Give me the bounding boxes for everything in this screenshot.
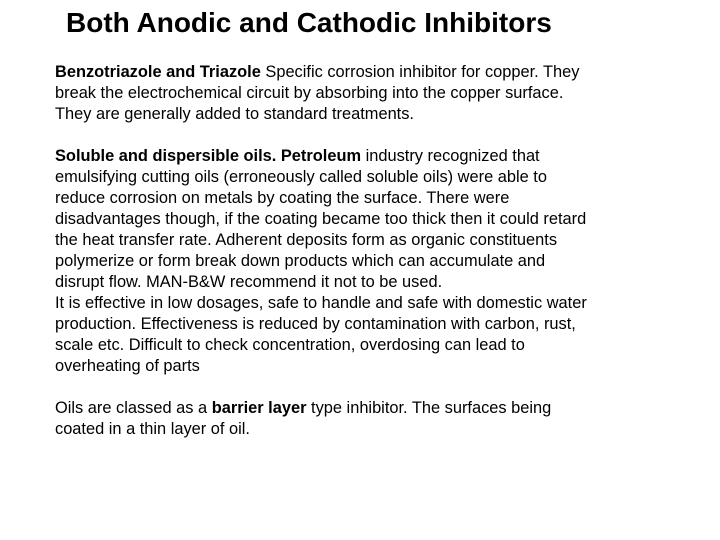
slide-body — [55, 62, 695, 440]
text-line: coated in a thin layer of oil. — [55, 420, 250, 438]
paragraph-barrier-layer — [55, 398, 695, 440]
text-line: disrupt flow. MAN-B&W recommend it not to be used. — [55, 273, 443, 291]
line-text: Specific corrosion inhibitor for copper. They — [260, 63, 580, 81]
text-line: polymerize or form break down products which can accumulate and — [55, 252, 546, 270]
text-line: production. Effectiveness is reduced by contamination with carbon, rust, — [55, 315, 576, 333]
paragraph-spacer — [55, 125, 695, 146]
text-line — [55, 398, 695, 419]
bold-term: barrier layer — [211, 399, 307, 417]
text-line: overheating of parts — [55, 357, 200, 375]
text-line: disadvantages though, if the coating became too thick then it could retard — [55, 210, 587, 228]
text-line: reduce corrosion on metals by coating the surface. There were — [55, 189, 510, 207]
text-line: scale etc. Difficult to check concentration, overdosing can lead to — [55, 336, 525, 354]
line-text: industry recognized that — [361, 147, 540, 165]
text-line — [55, 62, 695, 83]
text-line: It is effective in low dosages, safe to handle and safe with domestic water — [55, 294, 587, 312]
line-text: Oils are classed as a — [55, 399, 212, 417]
text-line: emulsifying cutting oils (erroneously called soluble oils) were able to — [55, 168, 547, 186]
bold-term: Soluble and dispersible oils. Petroleum — [55, 147, 362, 165]
paragraph-soluble-oils — [55, 146, 695, 377]
line-text: type inhibitor. The surfaces being — [306, 399, 552, 417]
bold-term: Benzotriazole and Triazole — [55, 63, 261, 81]
slide-title: Both Anodic and Cathodic Inhibitors — [66, 7, 552, 38]
text-line: the heat transfer rate. Adherent deposits form as organic constituents — [55, 231, 558, 249]
paragraph-benzotriazole — [55, 62, 695, 125]
text-line — [55, 146, 695, 167]
paragraph-spacer — [55, 377, 695, 398]
text-line: break the electrochemical circuit by absorbing into the copper surface. — [55, 84, 564, 102]
text-line: They are generally added to standard treatments. — [55, 105, 414, 123]
